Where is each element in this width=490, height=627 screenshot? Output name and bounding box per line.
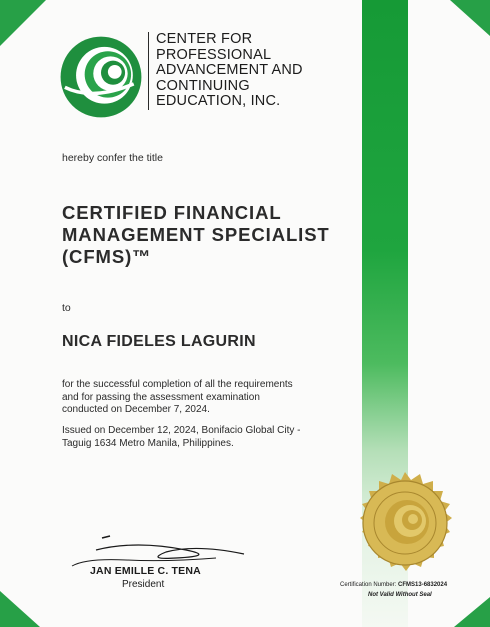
org-line: CENTER FOR	[156, 31, 253, 47]
gold-seal-icon	[340, 458, 470, 588]
recipient-name: NICA FIDELES LAGURIN	[62, 333, 256, 350]
corner-decoration	[450, 0, 490, 36]
cert-number: CFMS13-6832024	[398, 582, 448, 588]
signature-icon	[66, 530, 246, 570]
cpace-swirl-logo-icon	[58, 34, 144, 120]
org-line: ADVANCEMENT AND	[156, 62, 303, 78]
cert-label: Certification Number:	[340, 582, 397, 588]
org-line: EDUCATION, INC.	[156, 93, 281, 109]
signatory-name: JAN EMILLE C. TENA	[90, 565, 201, 577]
issued-line: Taguig 1634 Metro Manila, Philippines.	[62, 437, 234, 449]
signatory-role: President	[122, 579, 165, 590]
validity-note: Not Valid Without Seal	[368, 592, 432, 598]
confer-text: hereby confer the title	[62, 152, 163, 164]
completion-text	[62, 379, 352, 417]
org-line: PROFESSIONAL	[156, 46, 272, 63]
issued-text	[62, 425, 352, 450]
corner-decoration	[0, 591, 40, 627]
title-line: CERTIFIED FINANCIAL	[62, 202, 282, 223]
completion-line: for the successful completion of all the requirements	[62, 379, 293, 390]
org-line: CONTINUING	[156, 77, 250, 94]
corner-decoration	[0, 0, 46, 46]
to-text: to	[62, 302, 71, 314]
completion-line: and for passing the assessment examination	[62, 391, 260, 403]
certification-number	[340, 582, 447, 588]
organization-name	[148, 32, 356, 110]
title-line: (CFMS)™	[62, 246, 152, 267]
corner-decoration	[454, 597, 490, 627]
completion-line: conducted on December 7, 2024.	[62, 404, 210, 415]
issued-line: Issued on December 12, 2024, Bonifacio Global City -	[62, 425, 301, 436]
title-line: MANAGEMENT SPECIALIST	[62, 224, 330, 245]
certificate-title	[62, 202, 362, 268]
